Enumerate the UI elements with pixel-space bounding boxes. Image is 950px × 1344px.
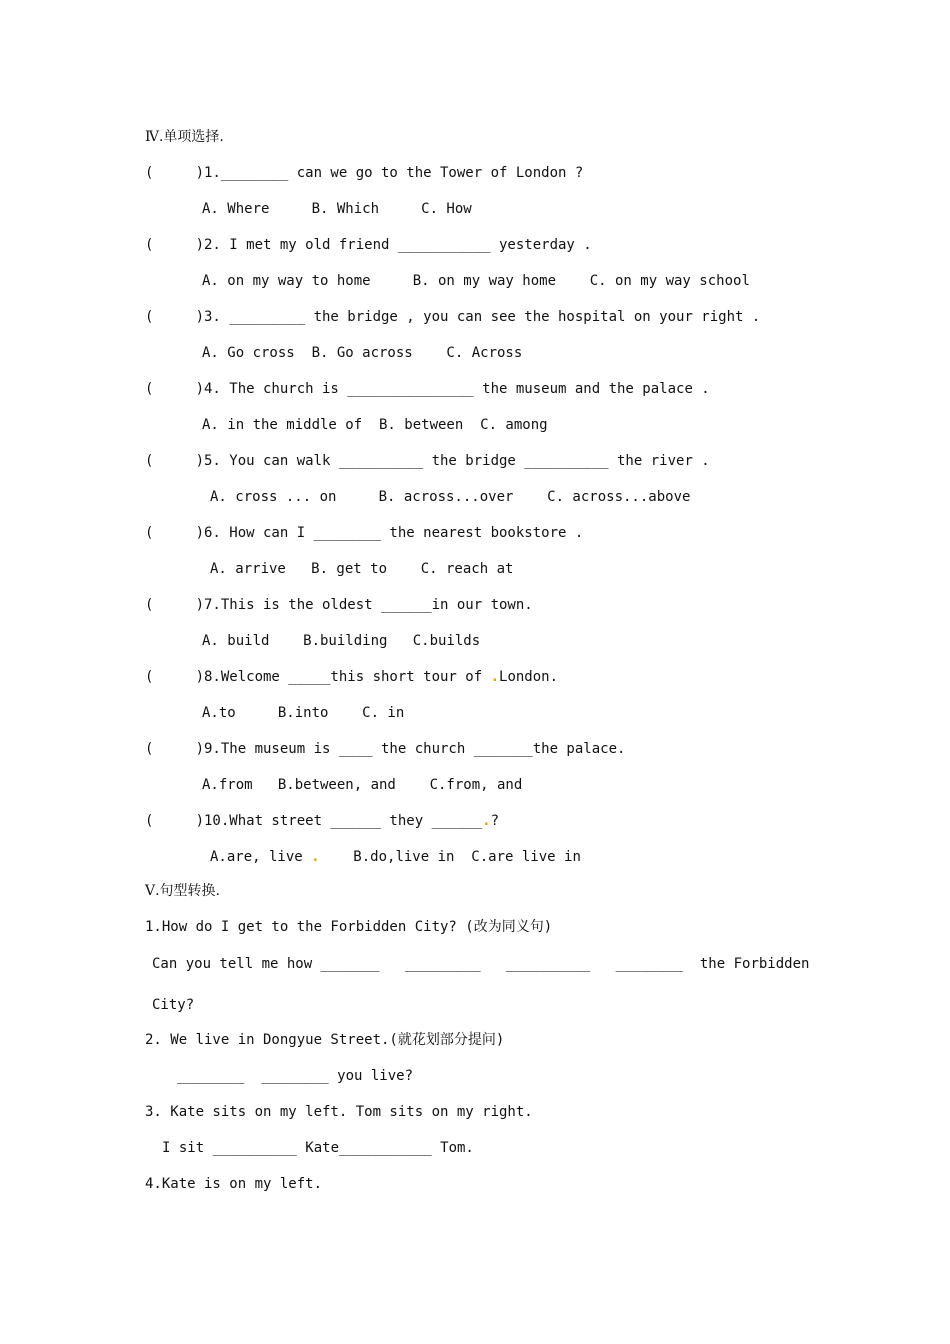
- highlight-mark: .: [490, 669, 500, 685]
- question-9-options: A.from B.between, and C.from, and: [202, 777, 523, 793]
- question-8-options: A.to B.into C. in: [202, 705, 405, 721]
- transform-1-answer-line: Can you tell me how _______ _________ __________ ________ the Forbidden: [152, 956, 810, 972]
- question-6-stem: ( )6. How can I ________ the nearest bookstore .: [145, 525, 584, 541]
- transform-3-answer-line: I sit __________ Kate___________ Tom.: [162, 1140, 474, 1156]
- question-4-stem: ( )4. The church is _______________ the museum and the palace .: [145, 381, 710, 397]
- question-6-options: A. arrive B. get to C. reach at: [210, 561, 514, 577]
- question-10-options: [210, 848, 581, 866]
- transform-2-prompt: 2. We live in Dongyue Street.(就花划部分提问): [145, 1032, 505, 1048]
- question-10-options-start: A.are, live: [210, 849, 312, 865]
- question-10-stem-start: ( )10.What street ______ they ______: [145, 813, 483, 829]
- question-2-options: A. on my way to home B. on my way home C. on my way school: [202, 273, 750, 289]
- question-9-stem: ( )9.The museum is ____ the church _______the palace.: [145, 741, 626, 757]
- question-1-stem: ( )1.________ can we go to the Tower of London ?: [145, 165, 584, 181]
- question-5-stem: ( )5. You can walk __________ the bridge __________ the river .: [145, 453, 710, 469]
- question-4-options: A. in the middle of B. between C. among: [202, 417, 548, 433]
- section-4-heading: Ⅳ.单项选择.: [145, 129, 224, 145]
- question-7-options: A. build B.building C.builds: [202, 633, 481, 649]
- transform-1-answer-continuation: City?: [152, 997, 195, 1013]
- question-3-options: A. Go cross B. Go across C. Across: [202, 345, 523, 361]
- question-8-stem-start: ( )8.Welcome _____this short tour of: [145, 669, 491, 685]
- question-1-options: A. Where B. Which C. How: [202, 201, 472, 217]
- question-10-stem-end: ?: [490, 813, 500, 829]
- transform-4-prompt: 4.Kate is on my left.: [145, 1176, 323, 1192]
- question-10-stem: [145, 812, 499, 830]
- question-10-options-end: B.do,live in C.are live in: [319, 849, 581, 865]
- transform-3-prompt: 3. Kate sits on my left. Tom sits on my right.: [145, 1104, 533, 1120]
- question-8-stem: [145, 668, 558, 686]
- question-3-stem: ( )3. _________ the bridge , you can see the hospital on your right .: [145, 309, 761, 325]
- section-5-heading: Ⅴ.句型转换.: [145, 883, 221, 899]
- question-5-options: A. cross ... on B. across...over C. across...above: [210, 489, 691, 505]
- question-7-stem: ( )7.This is the oldest ______in our town.: [145, 597, 533, 613]
- highlight-mark: .: [482, 813, 491, 829]
- question-2-stem: ( )2. I met my old friend ___________ yesterday .: [145, 237, 592, 253]
- question-8-stem-end: London.: [499, 669, 559, 685]
- highlight-mark: .: [311, 849, 320, 865]
- transform-1-prompt: 1.How do I get to the Forbidden City? (改为同义句): [145, 919, 553, 935]
- transform-2-answer-line: ________ ________ you live?: [177, 1068, 414, 1084]
